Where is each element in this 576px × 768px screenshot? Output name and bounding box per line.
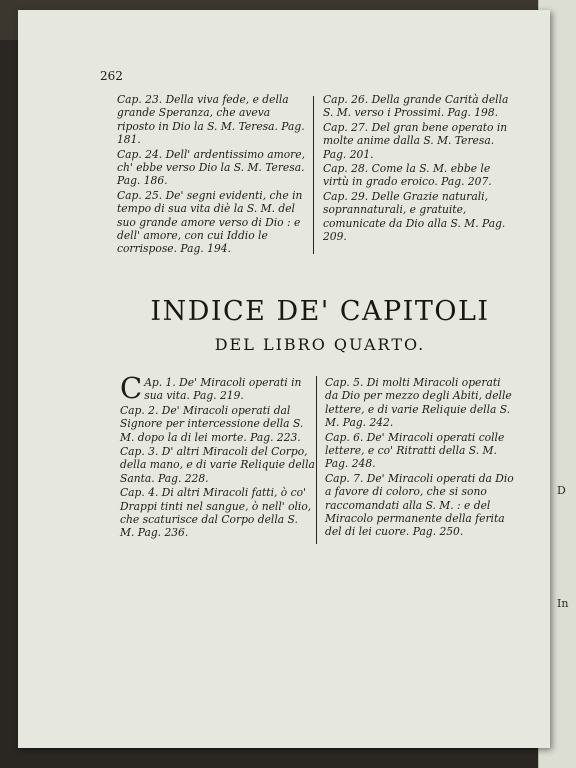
index-entry: Cap. 24. Dell' ardentissimo amore, ch' ebbe verso Dio la S. M. Teresa. Pag. 186. (117, 147, 306, 188)
index-entry: Cap. 29. Delle Grazie naturali, soprannaturali, e gratuite, comunicate da Dio alla S. M. Pag. 209. (323, 189, 506, 244)
index-entry: Cap. 4. Di altri Miracoli fatti, ò co' Drappi tinti nel sangue, ò nell' olio, che scaturisce dal Corpo della S. M. Pag. 236. (120, 486, 312, 540)
index-entry: Cap. 27. Del gran bene operato in molte anime dalla S. M. Teresa. Pag. 201. (323, 120, 508, 161)
index-entry: Cap. 28. Come la S. M. ebbe le virtù in grado eroico. Pag. 207. (323, 162, 492, 189)
index-entry: Cap. 26. Della grande Carità della S. M. verso i Prossimi. Pag. 198. (323, 93, 509, 120)
index-subtitle: DEL LIBRO QUARTO. (214, 335, 426, 354)
index-column-book4-left (120, 371, 315, 541)
index-column-book4-right (325, 376, 515, 540)
index-title: INDICE DE' CAPITOLI (150, 296, 490, 327)
index-entry: Cap. 6. De' Miracoli operati colle lettere, e co' Ritratti della S. M. Pag. 248. (325, 430, 505, 471)
column-divider (313, 96, 314, 254)
first-entry-text: Ap. 1. De' Miracoli operati in sua vita. Pag. 219. (144, 376, 302, 403)
index-entry: Cap. 23. Della viva fede, e della grande Speranza, che aveva riposto in Dio la S. M. Teresa. Pag. 181. (117, 93, 305, 147)
index-entry: Cap. 5. Di molti Miracoli operati da Dio per mezzo degli Abiti, delle lettere, e di varie Reliquie della S. M. Pag. 242. (325, 376, 512, 430)
adjacent-page-fragment-1: D (557, 484, 566, 497)
index-entry: Cap. 3. D' altri Miracoli del Corpo, della mano, e di varie Reliquie della Santa. Pag. 228. (120, 445, 315, 485)
drop-cap: C (120, 371, 143, 405)
index-entry: Cap. 7. De' Miracoli operati da Dio a favore di coloro, che si sono raccomandati alla S. M. : e del Miracolo permanente della ferita del di lei cuore. Pag. 250. (325, 471, 514, 539)
index-entry: Cap. 2. De' Miracoli operati dal Signore per intercessione della S. M. dopo la di lei morte. Pag. 223. (120, 403, 304, 444)
index-column-top-left (117, 93, 307, 257)
column-divider (316, 376, 317, 544)
index-column-top-right (323, 93, 517, 244)
index-entry: Cap. 25. De' segni evidenti, che in tempo di sua vita diè la S. M. del suo grande amore verso di Dio : e dell' amore, con cui Iddio le corrispose. Pag. 194. (117, 188, 303, 256)
page-number: 262 (100, 69, 123, 83)
adjacent-page-fragment-2: In (557, 597, 569, 610)
index-entry-first (120, 371, 315, 405)
